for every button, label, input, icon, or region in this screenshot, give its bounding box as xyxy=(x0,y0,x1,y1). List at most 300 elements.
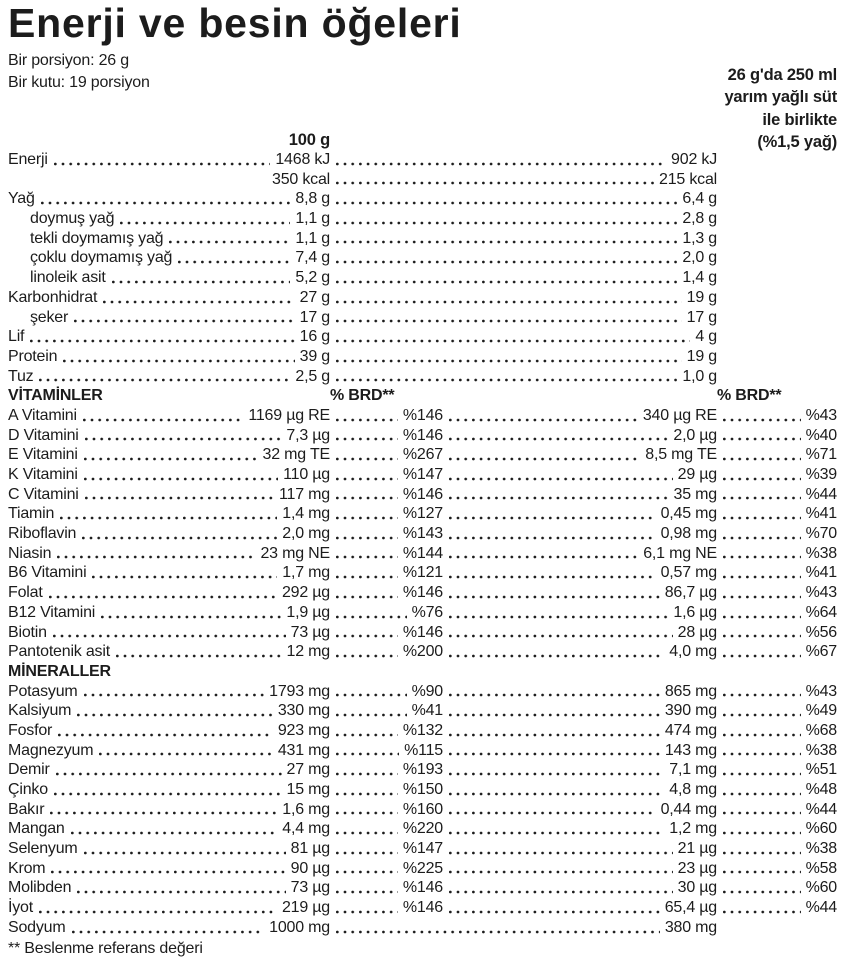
row-segment xyxy=(330,682,443,702)
row-segment xyxy=(330,839,443,859)
row-segment xyxy=(330,603,443,623)
row-segment xyxy=(8,445,330,465)
value-100g: 73 µg xyxy=(290,623,330,641)
nutrient-label: şeker xyxy=(30,308,69,326)
value-100g: 292 µg xyxy=(281,584,330,602)
dot-leader xyxy=(447,504,656,524)
dot-leader xyxy=(447,485,669,505)
row-segment xyxy=(8,859,330,879)
nutrient-label: çoklu doymamış yağ xyxy=(30,249,173,267)
value-100g: 117 mg xyxy=(279,485,330,503)
value-serving: 0,45 mg xyxy=(660,505,717,523)
dot-leader xyxy=(83,426,282,446)
row-segment xyxy=(330,308,717,328)
row-segment xyxy=(717,918,837,938)
row-segment xyxy=(8,288,330,308)
nutrient-label: Bakır xyxy=(8,800,45,818)
row-segment xyxy=(8,623,330,643)
nutrient-label: B12 Vitamini xyxy=(8,603,96,621)
dot-leader xyxy=(334,800,398,820)
dot-leader xyxy=(334,682,407,702)
row-segment xyxy=(717,465,837,485)
row-segment xyxy=(330,583,443,603)
row-segment xyxy=(330,150,717,170)
row-segment xyxy=(330,347,717,367)
value-100g: 8,8 g xyxy=(295,190,330,208)
dot-leader xyxy=(49,859,285,879)
dot-leader xyxy=(721,465,801,485)
row-segment xyxy=(330,367,717,387)
dot-leader xyxy=(334,268,677,288)
brd-percent-serving: %39 xyxy=(805,466,837,483)
dot-leader xyxy=(447,603,668,623)
row-segment xyxy=(443,878,717,898)
table-row xyxy=(8,918,837,938)
brd-percent-100g: %225 xyxy=(402,859,443,877)
nutrient-label: Protein xyxy=(8,347,58,365)
nutrient-label: İyot xyxy=(8,899,33,917)
value-serving: 6,1 mg NE xyxy=(643,544,717,562)
brd-percent-100g: %160 xyxy=(402,800,443,818)
dot-leader xyxy=(334,642,398,662)
nutrient-label: B6 Vitamini xyxy=(8,564,87,582)
brd-percent-serving: %38 xyxy=(805,741,837,759)
value-100g: 1,1 g xyxy=(295,210,330,228)
nutrient-label: Fosfor xyxy=(8,721,53,739)
dot-leader xyxy=(58,504,277,524)
dot-leader xyxy=(334,524,398,544)
nutrient-label: Enerji xyxy=(8,151,48,168)
row-segment xyxy=(330,445,443,465)
table-row xyxy=(8,544,837,564)
row-segment xyxy=(8,268,330,288)
brd-percent-serving: %41 xyxy=(805,505,837,523)
dot-leader xyxy=(82,682,265,702)
table-row xyxy=(8,878,837,898)
nutrient-label: Molibden xyxy=(8,879,72,897)
row-segment xyxy=(330,229,717,249)
row-segment xyxy=(443,819,717,839)
row-segment xyxy=(8,839,330,859)
row-segment xyxy=(717,780,837,800)
row-segment xyxy=(330,327,717,347)
dot-leader xyxy=(334,563,398,583)
row-segment xyxy=(8,426,330,446)
value-100g: 27 g xyxy=(299,288,330,306)
value-serving: 1,6 µg xyxy=(673,603,717,621)
dot-leader xyxy=(721,878,801,898)
value-serving: 17 g xyxy=(686,308,717,326)
table-row xyxy=(8,445,837,465)
table-row xyxy=(8,229,837,249)
row-segment xyxy=(443,701,717,721)
row-segment xyxy=(443,445,717,465)
brd-percent-serving: %43 xyxy=(805,584,837,602)
brd-percent-serving: %48 xyxy=(805,781,837,798)
row-segment xyxy=(8,800,330,820)
dot-leader xyxy=(47,583,277,603)
dot-leader xyxy=(334,426,398,446)
value-100g: 16 g xyxy=(299,328,330,346)
table-row xyxy=(8,623,837,643)
dot-leader xyxy=(447,898,660,918)
dot-leader xyxy=(80,524,277,544)
row-segment xyxy=(8,406,330,426)
dot-leader xyxy=(52,150,271,170)
nutrient-label: Niasin xyxy=(8,544,52,562)
dot-leader xyxy=(118,209,290,229)
dot-leader xyxy=(69,819,278,839)
row-segment xyxy=(717,189,837,209)
nutrient-label: Potasyum xyxy=(8,682,78,700)
value-serving: 21 µg xyxy=(677,840,717,858)
column-header-100g: 100 g xyxy=(288,131,330,149)
row-segment xyxy=(330,859,443,879)
nutrient-label: Lif xyxy=(8,328,25,346)
dot-leader xyxy=(721,504,801,524)
table-row xyxy=(8,583,837,603)
nutrient-label: Folat xyxy=(8,584,43,602)
value-serving: 0,57 mg xyxy=(660,564,717,582)
dot-leader xyxy=(721,898,801,918)
brd-percent-serving: %60 xyxy=(805,820,837,838)
row-segment xyxy=(443,898,717,918)
value-serving: 2,8 g xyxy=(682,210,717,228)
row-segment xyxy=(717,308,837,328)
row-segment xyxy=(717,623,837,643)
row-segment xyxy=(330,623,443,643)
dot-leader xyxy=(82,445,258,465)
table-row xyxy=(8,170,837,190)
dot-leader xyxy=(334,623,398,643)
row-segment xyxy=(717,859,837,879)
dot-leader xyxy=(721,583,801,603)
brd-percent-serving: %70 xyxy=(805,525,837,543)
value-serving: 4,8 mg xyxy=(669,781,717,798)
dot-leader xyxy=(334,170,654,190)
value-serving: 6,4 g xyxy=(682,190,717,208)
dot-leader xyxy=(334,504,398,524)
row-segment xyxy=(717,288,837,308)
row-segment xyxy=(717,367,837,387)
brd-percent-serving: %68 xyxy=(805,721,837,739)
value-100g: 1,6 mg xyxy=(282,800,330,818)
dot-leader xyxy=(447,682,660,702)
dot-leader xyxy=(48,800,277,820)
row-segment xyxy=(443,563,717,583)
row-segment xyxy=(717,682,837,702)
dot-leader xyxy=(334,288,682,308)
servings-per-box-line: Bir kutu: 19 porsiyon xyxy=(8,74,150,91)
table-row xyxy=(8,662,837,682)
section-title: MİNERALLER xyxy=(8,662,111,680)
row-segment xyxy=(717,603,837,623)
dot-leader xyxy=(334,859,398,879)
dot-leader xyxy=(721,819,801,839)
brd-percent-100g: %147 xyxy=(402,840,443,858)
dot-leader xyxy=(447,524,656,544)
nutrient-label: C Vitamini xyxy=(8,485,79,503)
dot-leader xyxy=(447,544,638,564)
value-serving: 35 mg xyxy=(673,485,717,503)
brd-percent-serving: %49 xyxy=(805,702,837,720)
table-row xyxy=(8,721,837,741)
brd-percent-100g: %146 xyxy=(402,879,443,897)
dot-leader xyxy=(334,367,677,387)
brd-percent-100g: %267 xyxy=(402,446,443,464)
row-segment xyxy=(8,308,330,328)
value-100g: 1468 kJ xyxy=(275,151,330,168)
value-100g: 110 µg xyxy=(283,466,330,483)
row-segment xyxy=(443,662,717,682)
dot-leader xyxy=(334,721,398,741)
dot-leader xyxy=(110,268,291,288)
serving-with-milk-line: 26 g'da 250 ml xyxy=(727,66,837,84)
dot-leader xyxy=(37,898,277,918)
dot-leader xyxy=(721,544,801,564)
row-segment xyxy=(443,485,717,505)
value-100g: 23 mg NE xyxy=(260,544,330,562)
brd-percent-100g: %146 xyxy=(402,899,443,917)
table-row xyxy=(8,308,837,328)
table-row xyxy=(8,760,837,780)
brd-percent-100g: %220 xyxy=(402,820,443,838)
value-serving: 19 g xyxy=(686,288,717,306)
brd-column-header: % BRD** xyxy=(717,387,782,405)
brd-percent-serving: %41 xyxy=(805,564,837,582)
table-row xyxy=(8,347,837,367)
value-100g: 73 µg xyxy=(290,879,330,897)
table-row xyxy=(8,327,837,347)
row-segment xyxy=(330,426,443,446)
dot-leader xyxy=(75,701,273,721)
value-serving: 23 µg xyxy=(677,859,717,877)
row-segment xyxy=(8,878,330,898)
row-segment xyxy=(717,248,837,268)
value-100g: 2,0 mg xyxy=(282,525,330,543)
brd-percent-100g: %41 xyxy=(411,702,443,720)
brd-percent-100g: %150 xyxy=(402,781,443,798)
row-segment xyxy=(330,465,443,485)
dot-leader xyxy=(721,839,801,859)
value-serving: 7,1 mg xyxy=(669,761,717,779)
row-segment xyxy=(330,406,443,426)
dot-leader xyxy=(447,445,640,465)
table-row xyxy=(8,189,837,209)
row-segment xyxy=(717,583,837,603)
table-row xyxy=(8,485,837,505)
dot-leader xyxy=(447,760,664,780)
row-segment xyxy=(8,563,330,583)
dot-leader xyxy=(721,524,801,544)
value-100g: 330 mg xyxy=(277,702,330,720)
value-serving: 2,0 µg xyxy=(673,426,717,444)
dot-leader xyxy=(721,859,801,879)
table-row xyxy=(8,524,837,544)
row-segment xyxy=(717,347,837,367)
row-segment xyxy=(8,642,330,662)
value-serving: 380 mg xyxy=(664,918,717,936)
table-row xyxy=(8,268,837,288)
dot-leader xyxy=(12,170,267,190)
dot-leader xyxy=(721,701,801,721)
value-serving: 29 µg xyxy=(677,466,717,483)
dot-leader xyxy=(334,819,398,839)
value-100g: 1000 mg xyxy=(269,918,330,936)
nutrient-label: K Vitamini xyxy=(8,466,78,483)
value-100g: 17 g xyxy=(299,308,330,326)
row-segment xyxy=(330,701,443,721)
table-row xyxy=(8,839,837,859)
dot-leader xyxy=(334,918,660,938)
row-segment xyxy=(330,563,443,583)
dot-leader xyxy=(334,229,677,249)
nutrient-label: A Vitamini xyxy=(8,406,77,424)
brd-percent-100g: %146 xyxy=(402,426,443,444)
row-segment xyxy=(8,898,330,918)
row-segment xyxy=(8,918,330,938)
row-segment xyxy=(717,170,837,190)
nutrient-label: Tiamin xyxy=(8,505,55,523)
dot-leader xyxy=(721,682,801,702)
value-serving: 4 g xyxy=(695,328,717,346)
row-segment xyxy=(717,150,837,170)
row-segment xyxy=(717,701,837,721)
row-segment xyxy=(330,642,443,662)
dot-leader xyxy=(56,721,273,741)
row-segment xyxy=(443,465,717,485)
dot-leader xyxy=(721,563,801,583)
page-title: Enerji ve besin öğeleri xyxy=(8,0,462,46)
row-segment xyxy=(330,721,443,741)
row-segment xyxy=(717,563,837,583)
dot-leader xyxy=(334,741,399,761)
nutrient-label: doymuş yağ xyxy=(30,210,115,228)
row-segment xyxy=(8,209,330,229)
row-segment xyxy=(443,741,717,761)
row-segment xyxy=(443,760,717,780)
dot-leader xyxy=(83,485,274,505)
brd-percent-100g: %146 xyxy=(402,406,443,424)
dot-leader xyxy=(114,642,282,662)
brd-percent-serving: %58 xyxy=(805,859,837,877)
dot-leader xyxy=(334,406,398,426)
row-segment xyxy=(330,741,443,761)
value-serving: 30 µg xyxy=(677,879,717,897)
value-100g: 5,2 g xyxy=(295,269,330,287)
value-serving: 215 kcal xyxy=(659,170,717,188)
dot-leader xyxy=(54,760,282,780)
table-row xyxy=(8,898,837,918)
row-segment xyxy=(330,898,443,918)
brd-percent-100g: %200 xyxy=(402,643,443,661)
row-segment xyxy=(8,701,330,721)
dot-leader xyxy=(334,308,682,328)
value-serving: 2,0 g xyxy=(682,249,717,267)
row-segment xyxy=(717,642,837,662)
row-segment xyxy=(717,229,837,249)
dot-leader xyxy=(721,760,801,780)
row-segment xyxy=(443,780,717,800)
row-segment xyxy=(8,760,330,780)
value-100g: 1,7 mg xyxy=(282,564,330,582)
table-row xyxy=(8,563,837,583)
brd-percent-100g: %76 xyxy=(411,603,443,621)
row-segment xyxy=(8,741,330,761)
brd-percent-100g: %193 xyxy=(402,761,443,779)
table-row xyxy=(8,209,837,229)
dot-leader xyxy=(75,878,285,898)
brd-percent-serving: %71 xyxy=(805,446,837,464)
nutrient-label: Magnezyum xyxy=(8,741,94,759)
row-segment xyxy=(330,189,717,209)
dot-leader xyxy=(51,623,286,643)
row-segment xyxy=(8,504,330,524)
dot-leader xyxy=(82,465,278,485)
row-segment xyxy=(717,898,837,918)
table-row xyxy=(8,701,837,721)
brd-percent-serving: %38 xyxy=(805,840,837,858)
row-segment xyxy=(443,642,717,662)
row-segment xyxy=(330,524,443,544)
value-serving: 143 mg xyxy=(664,741,717,759)
value-100g: 90 µg xyxy=(290,859,330,877)
row-segment xyxy=(330,918,717,938)
row-segment xyxy=(330,485,443,505)
dot-leader xyxy=(90,563,277,583)
value-serving: 474 mg xyxy=(664,721,717,739)
row-segment xyxy=(717,839,837,859)
brd-percent-serving: %51 xyxy=(805,761,837,779)
row-segment xyxy=(443,603,717,623)
row-segment xyxy=(717,504,837,524)
serving-size-line: Bir porsiyon: 26 g xyxy=(8,52,129,69)
table-row xyxy=(8,780,837,800)
nutrient-label: Tuz xyxy=(8,367,34,385)
row-segment xyxy=(8,327,330,347)
dot-leader xyxy=(334,445,398,465)
dot-leader xyxy=(176,248,290,268)
dot-leader xyxy=(99,603,281,623)
row-segment xyxy=(443,583,717,603)
table-row xyxy=(8,367,837,387)
dot-leader xyxy=(101,288,294,308)
value-serving: 0,98 mg xyxy=(660,525,717,543)
table-row xyxy=(8,859,837,879)
row-segment xyxy=(8,170,330,190)
nutrient-label: Sodyum xyxy=(8,918,66,936)
row-segment xyxy=(717,445,837,465)
row-segment xyxy=(717,819,837,839)
row-segment xyxy=(717,209,837,229)
value-100g: 2,5 g xyxy=(295,367,330,385)
table-row xyxy=(8,741,837,761)
table-row xyxy=(8,248,837,268)
row-segment xyxy=(330,288,717,308)
nutrient-label: Pantotenik asit xyxy=(8,643,110,661)
dot-leader xyxy=(447,819,664,839)
dot-leader xyxy=(447,623,673,643)
value-serving: 1,4 g xyxy=(682,269,717,287)
nutrient-label: Biotin xyxy=(8,623,47,641)
row-segment xyxy=(8,386,330,406)
dot-leader xyxy=(334,701,407,721)
brd-percent-100g: %144 xyxy=(402,544,443,562)
row-segment xyxy=(330,760,443,780)
section-title: VİTAMİNLER xyxy=(8,387,103,405)
nutrient-label: Kalsiyum xyxy=(8,702,72,720)
nutrient-label: Selenyum xyxy=(8,840,78,858)
